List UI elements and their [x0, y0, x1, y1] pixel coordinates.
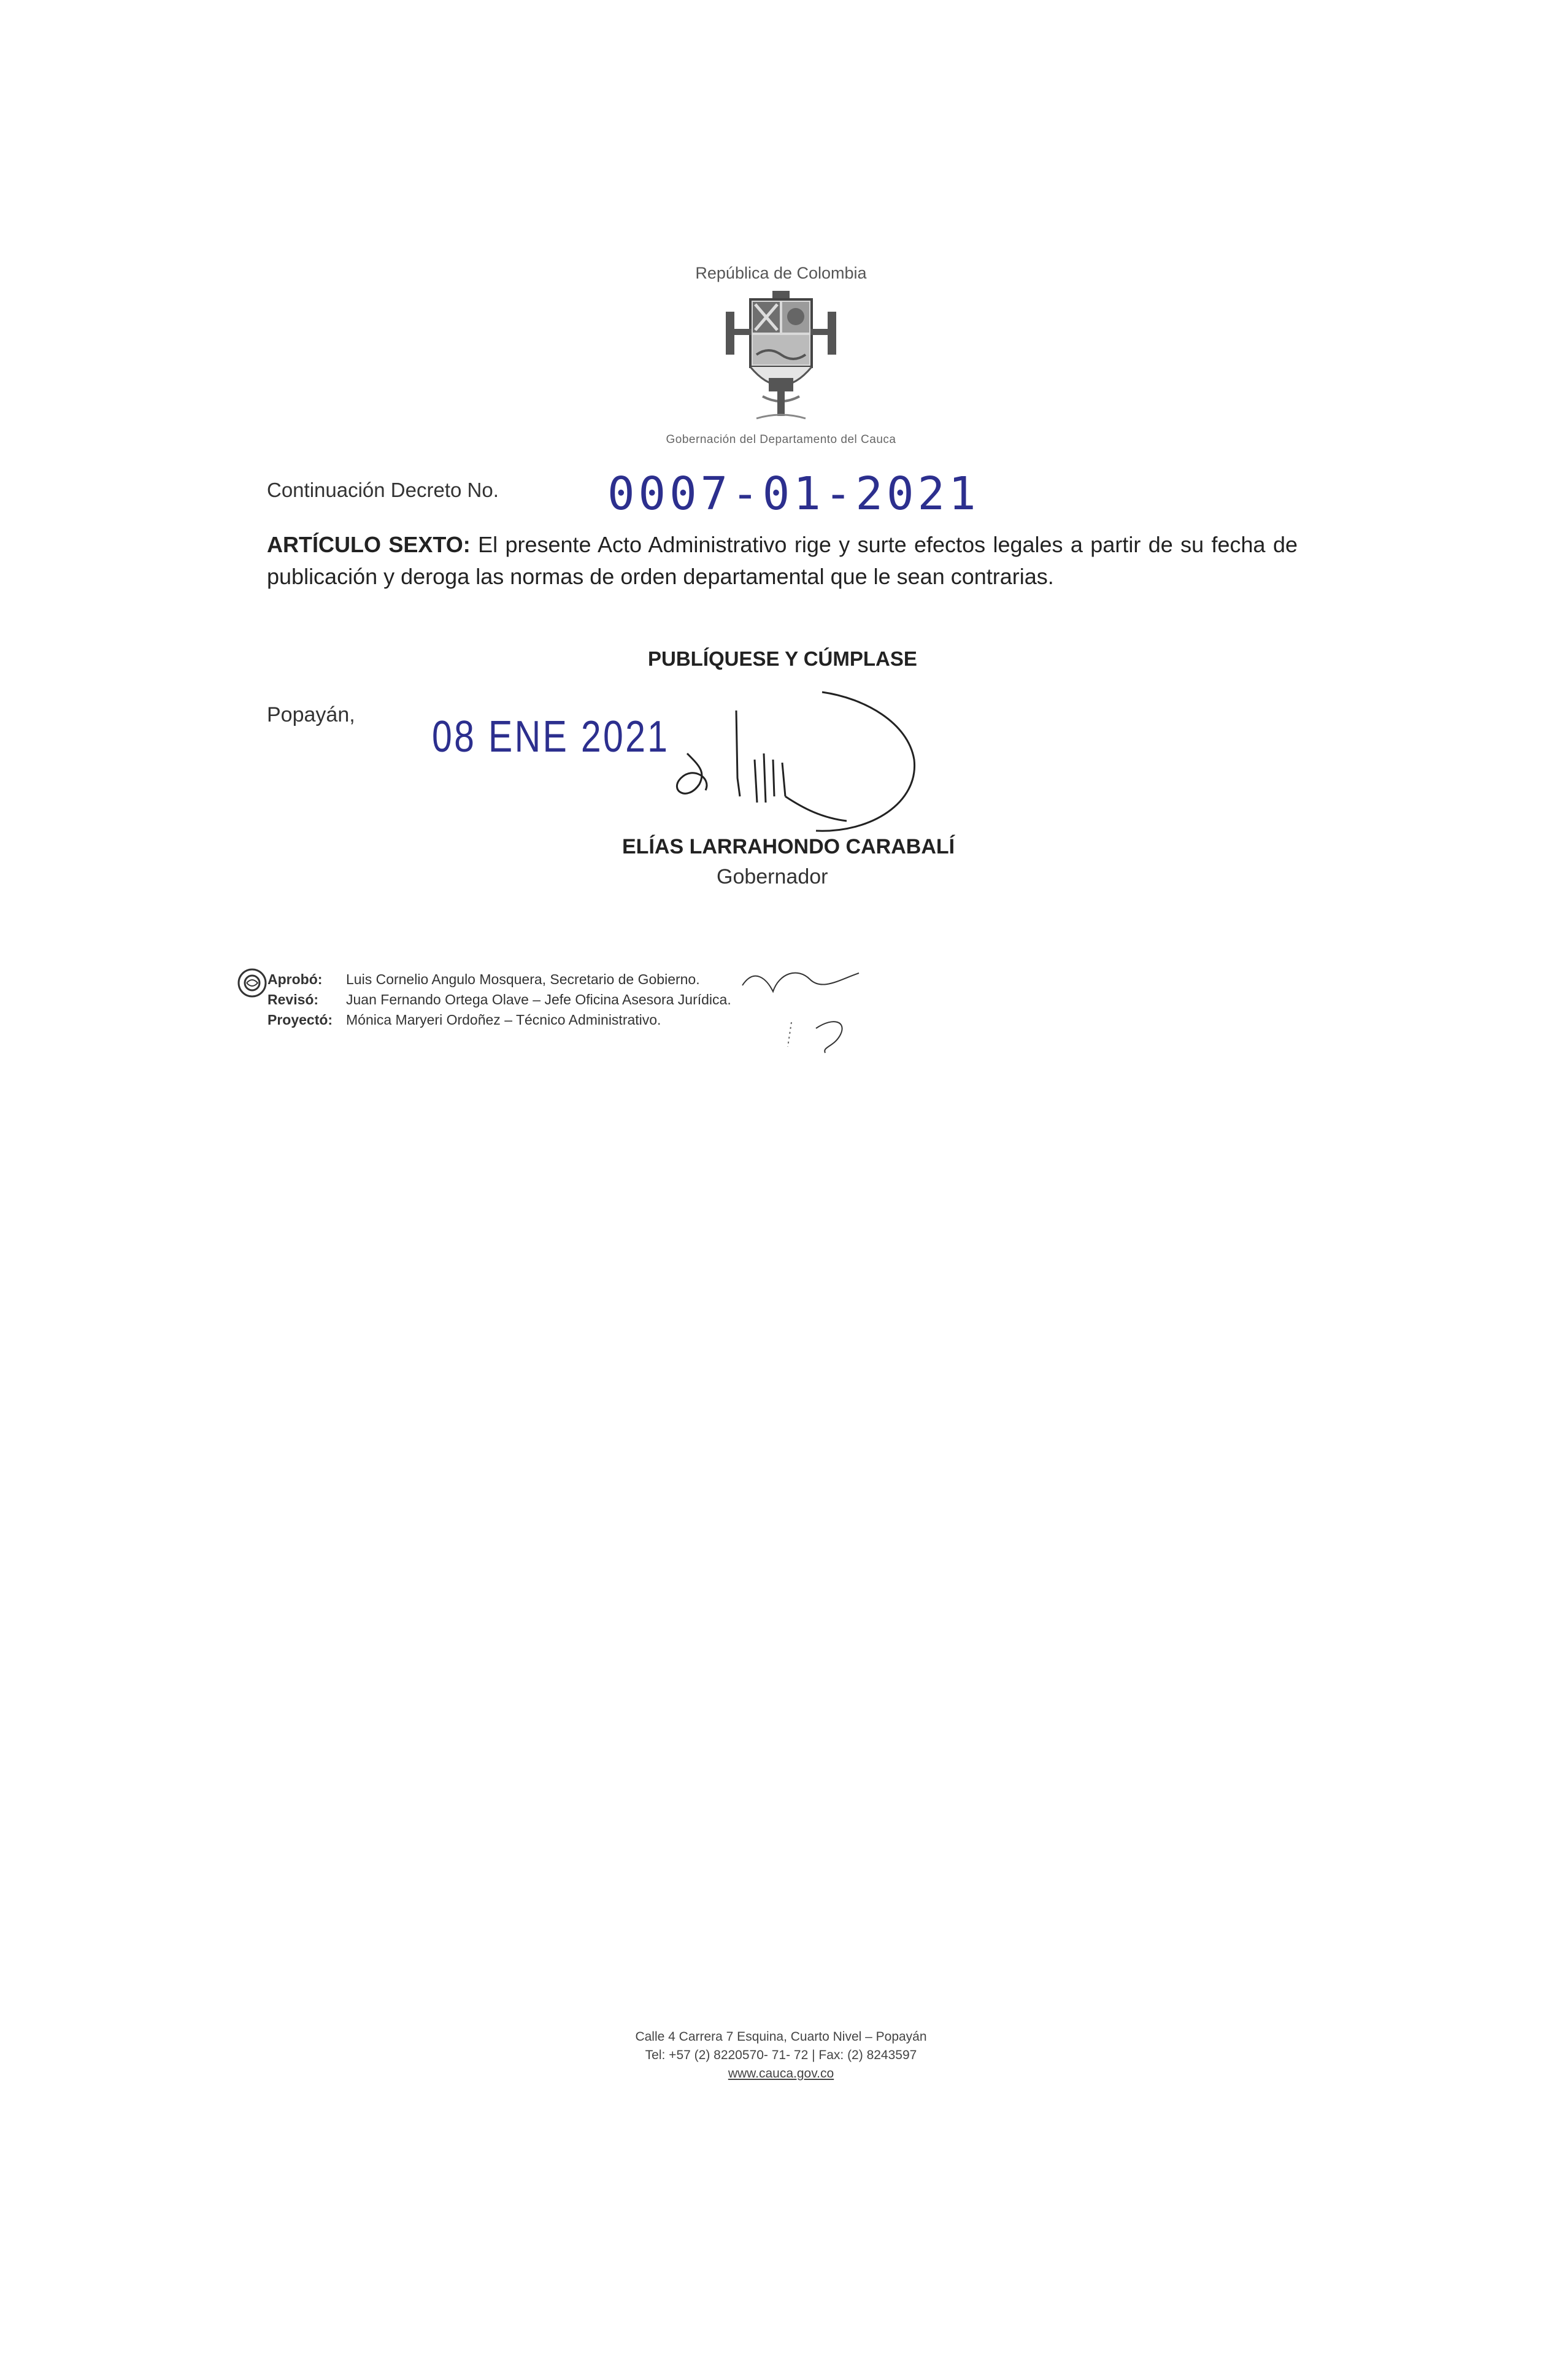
footer	[552, 2028, 1010, 2083]
review-block	[267, 969, 731, 1030]
governor-signature	[663, 686, 933, 845]
review-row-approved	[267, 969, 731, 990]
coat-of-arms-icon	[720, 287, 842, 429]
publiquese-heading: PUBLÍQUESE Y CÚMPLASE	[648, 647, 917, 670]
footer-phones: Tel: +57 (2) 8220570- 71- 72 | Fax: (2) 8243597	[645, 2048, 917, 2062]
review-value: Luis Cornelio Angulo Mosquera, Secretario de Gobierno.	[346, 971, 700, 987]
footer-address: Calle 4 Carrera 7 Esquina, Cuarto Nivel – Popayán	[635, 2030, 927, 2044]
review-row-drafted	[267, 1010, 731, 1030]
governor-title: Gobernador	[717, 865, 828, 888]
article-paragraph	[267, 529, 1298, 593]
governor-name: ELÍAS LARRAHONDO CARABALÍ	[622, 835, 955, 858]
seal-icon	[234, 965, 270, 1001]
decree-number-stamp: 0007-01-2021	[607, 468, 980, 520]
decree-continuation-label: Continuación Decreto No.	[267, 479, 499, 501]
review-label: Proyectó:	[267, 1012, 333, 1028]
header-entity: Gobernación del Departamento del Cauca	[666, 433, 896, 446]
date-stamp: 08 ENE 2021	[432, 712, 670, 761]
reviewer-initials	[718, 955, 865, 1059]
review-row-reviewed	[267, 990, 731, 1010]
review-value: Juan Fernando Ortega Olave – Jefe Oficina Asesora Jurídica.	[346, 992, 731, 1007]
article-title: ARTÍCULO SEXTO:	[267, 532, 471, 557]
review-label: Aprobó:	[267, 971, 323, 987]
header-country: República de Colombia	[695, 264, 867, 282]
review-label: Revisó:	[267, 992, 319, 1007]
article-text: El presente Acto Administrativo rige y surte efectos legales a partir de su fecha de publicación y deroga las normas de orden departamental que le sean contrarias.	[267, 532, 1298, 589]
footer-website-link[interactable]: www.cauca.gov.co	[728, 2066, 834, 2081]
review-value: Mónica Maryeri Ordoñez – Técnico Administrativo.	[346, 1012, 661, 1028]
city-label: Popayán,	[267, 703, 355, 726]
